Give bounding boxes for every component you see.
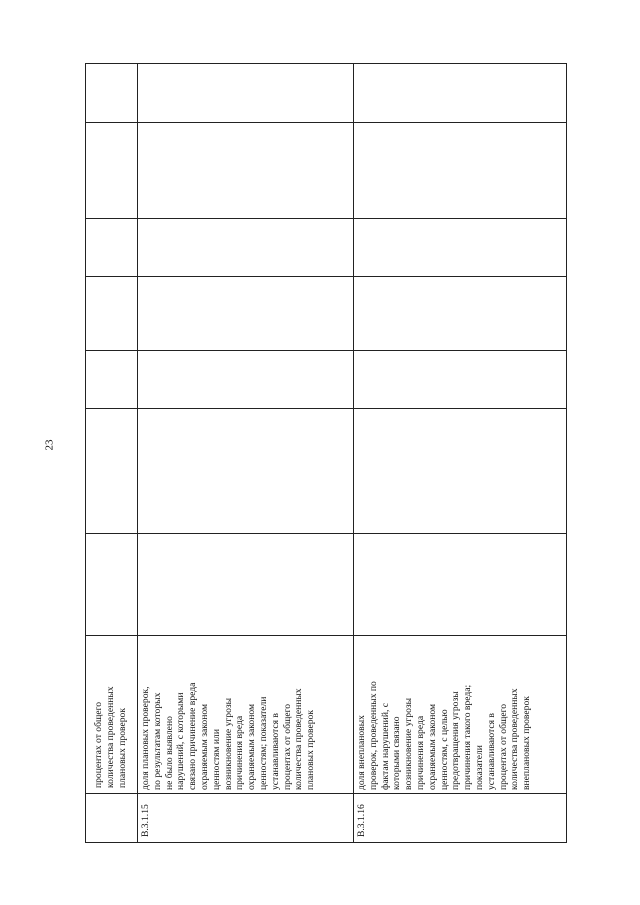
table-line bbox=[85, 350, 567, 351]
table-line bbox=[85, 533, 567, 534]
table-line bbox=[85, 63, 567, 64]
table-line bbox=[85, 122, 567, 123]
page-number: 23 bbox=[43, 439, 56, 451]
table-line bbox=[85, 276, 567, 277]
rotated-indicator-table bbox=[85, 63, 567, 843]
row-code-cell bbox=[138, 793, 353, 842]
continuation-text-cell bbox=[87, 635, 137, 793]
row-code: В.3.1.15 bbox=[140, 804, 151, 837]
row-description: доля плановых проверок, по результатам которых не было выявлено нарушений, с которыми связано причинение вреда охраняемым законом ценностям или возникновение угрозы причинения вреда охраняемым законом ценностям; показатели устанавливаются в процентах от общего количества проведенных плановых проверок bbox=[140, 682, 317, 790]
table-line bbox=[85, 842, 567, 843]
continuation-text: процентах от общего количества проведенных плановых проверок bbox=[93, 686, 128, 788]
row-description: доля внеплановых проверок, проведенных по фактам нарушений, с которыми связано возникновение угрозы причинения вреда охраняемым законом ценностям, с целью предотвращения угрозы причинения такого вреда; показатели устанавливаются в процентах от общего количества проведенных внеплановых проверок bbox=[356, 681, 533, 790]
table-line bbox=[85, 63, 86, 843]
row-code: В.3.1.16 bbox=[356, 804, 367, 837]
row-code-cell bbox=[354, 793, 566, 842]
table-line bbox=[85, 218, 567, 219]
table-line bbox=[566, 63, 567, 843]
table-line bbox=[85, 408, 567, 409]
row-text-cell bbox=[354, 635, 566, 793]
row-text-cell bbox=[138, 635, 353, 793]
